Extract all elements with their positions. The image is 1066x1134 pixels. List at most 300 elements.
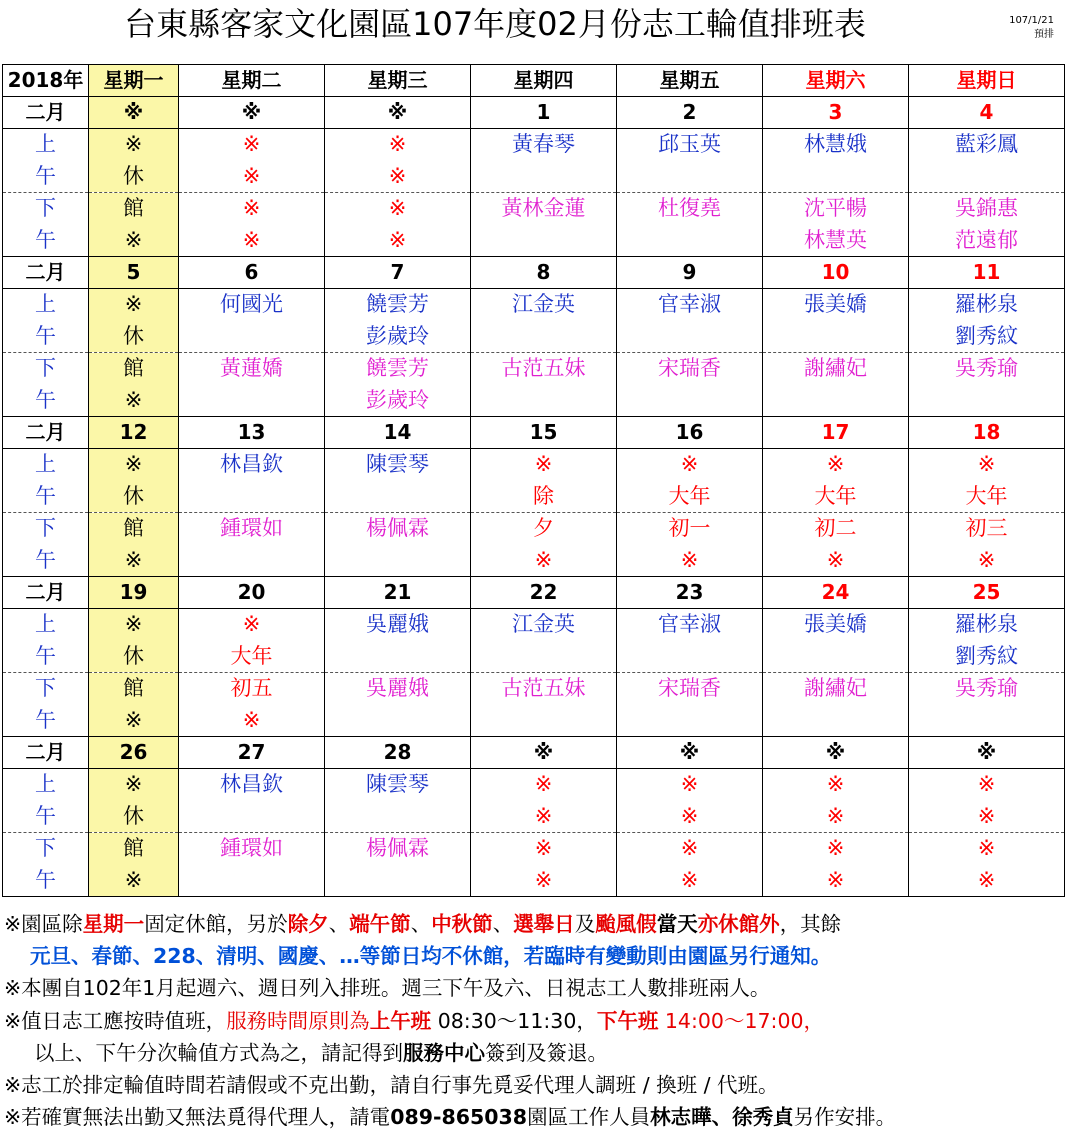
shift-cell — [325, 449, 471, 513]
shift-cell — [179, 129, 325, 193]
volunteer-name: ※ — [388, 163, 407, 188]
volunteer-name: ※ — [534, 547, 553, 572]
volunteer-name: 官幸淑 — [658, 612, 721, 636]
closed-mark: ※ — [124, 772, 143, 796]
note-2 — [4, 940, 1064, 972]
volunteer-name: 宋瑞香 — [658, 676, 721, 700]
page-title: 台東縣客家文化園區107年度02月份志工輪值排班表 — [124, 5, 866, 43]
volunteer-name: ※ — [977, 803, 996, 828]
volunteer-name: 古范五妹 — [501, 356, 586, 380]
note-6: ※志工於排定輪值時間若請假或不克出勤，請自行事先覓妥代理人調班 / 換班 / 代班。 — [4, 1073, 779, 1098]
label-char: 午 — [35, 643, 56, 668]
label-char: 上 — [35, 132, 56, 156]
label-char: 午 — [35, 227, 56, 252]
date-cell: 5 — [89, 257, 179, 289]
volunteer-name: 范遠郁 — [955, 227, 1018, 252]
note-text: 簽到及簽退。 — [485, 1040, 608, 1065]
date-cell: 25 — [909, 577, 1065, 609]
date-cell: ※ — [471, 737, 617, 769]
volunteer-name: 吳錦惠 — [955, 196, 1018, 220]
volunteer-name: ※ — [680, 547, 699, 572]
shift-cell — [89, 513, 179, 577]
shift-cell — [325, 609, 471, 673]
volunteer-name: 鍾環如 — [220, 836, 283, 860]
shift-cell — [471, 193, 617, 257]
pm-label — [3, 833, 89, 897]
shift-cell — [471, 609, 617, 673]
date-cell: 4 — [909, 97, 1065, 129]
date-cell: ※ — [617, 737, 763, 769]
date-cell: ※ — [89, 97, 179, 129]
volunteer-name: 陳雲琴 — [366, 772, 429, 796]
weekday-header: 星期六 — [763, 65, 909, 97]
shift-cell — [763, 193, 909, 257]
volunteer-name: ※ — [680, 867, 699, 892]
volunteer-name: ※ — [534, 452, 553, 476]
note-highlight: 下午班 — [596, 1008, 659, 1033]
label-char: 下 — [35, 516, 56, 540]
closed-mark: 休 — [123, 643, 144, 668]
volunteer-name: 杜復堯 — [658, 196, 721, 220]
label-char: 午 — [35, 323, 56, 348]
weekday-header: 星期四 — [471, 65, 617, 97]
date-cell: 26 — [89, 737, 179, 769]
date-cell: ※ — [909, 737, 1065, 769]
shift-cell — [89, 289, 179, 353]
note-7 — [4, 1101, 1064, 1133]
note-text: 另作安排。 — [793, 1105, 897, 1130]
closed-mark: 休 — [123, 163, 144, 188]
shift-cell — [179, 609, 325, 673]
closed-mark: ※ — [124, 132, 143, 156]
closed-mark: 館 — [123, 676, 144, 700]
am-label — [3, 609, 89, 673]
date-cell: 14 — [325, 417, 471, 449]
note-text: ※值日志工應按時值班， — [4, 1008, 227, 1033]
volunteer-name: ※ — [680, 836, 699, 860]
closed-mark: ※ — [124, 867, 143, 892]
shift-cell — [763, 769, 909, 833]
volunteer-name: 大年 — [668, 483, 711, 508]
volunteer-name: 楊佩霖 — [366, 836, 429, 860]
volunteer-name: 江金英 — [512, 612, 575, 636]
note-highlight: 除夕 — [287, 912, 329, 936]
date-cell: 21 — [325, 577, 471, 609]
label-char: 下 — [35, 676, 56, 700]
note-3: ※本團自102年1月起週六、週日列入排班。週三下午及六、日視志工人數排班兩人。 — [4, 976, 771, 1001]
note-highlight: 14:00～17:00， — [658, 1008, 825, 1033]
volunteer-name: 彭歲玲 — [366, 387, 429, 412]
volunteer-name: 林慧英 — [804, 227, 867, 252]
label-char: 午 — [35, 867, 56, 892]
date-cell: 16 — [617, 417, 763, 449]
shift-cell — [909, 513, 1065, 577]
volunteer-name: ※ — [388, 227, 407, 252]
volunteer-name: ※ — [242, 707, 261, 732]
volunteer-name: 饒雲芳 — [366, 356, 429, 380]
shift-cell — [617, 289, 763, 353]
date-row — [3, 97, 1065, 129]
date-cell: 20 — [179, 577, 325, 609]
volunteer-name: ※ — [534, 772, 553, 796]
shift-cell — [909, 129, 1065, 193]
date-cell: 3 — [763, 97, 909, 129]
volunteer-name: 藍彩鳳 — [955, 132, 1018, 156]
pm-row — [3, 513, 1065, 577]
volunteer-name: 江金英 — [512, 292, 575, 316]
shift-cell — [909, 449, 1065, 513]
volunteer-name: ※ — [977, 547, 996, 572]
date-row — [3, 737, 1065, 769]
shift-cell — [89, 129, 179, 193]
weekday-header: 星期日 — [909, 65, 1065, 97]
closed-mark: 館 — [123, 196, 144, 220]
volunteer-name: 鍾環如 — [220, 516, 283, 540]
shift-cell — [89, 353, 179, 417]
volunteer-name: 宋瑞香 — [658, 356, 721, 380]
month-label: 二月 — [3, 97, 89, 129]
am-row — [3, 449, 1065, 513]
am-label — [3, 289, 89, 353]
shift-cell — [179, 769, 325, 833]
shift-cell — [763, 609, 909, 673]
note-text: 及 — [574, 912, 596, 936]
shift-cell — [325, 353, 471, 417]
shift-cell — [325, 129, 471, 193]
weekday-header: 星期一 — [89, 65, 179, 97]
volunteer-name: ※ — [826, 772, 845, 796]
date-cell: 27 — [179, 737, 325, 769]
volunteer-name: 楊佩霖 — [366, 516, 429, 540]
volunteer-name: ※ — [680, 452, 699, 476]
note-highlight: 選舉日 — [513, 912, 575, 936]
shift-cell — [763, 129, 909, 193]
volunteer-name: 何國光 — [220, 292, 283, 316]
volunteer-name: 初三 — [965, 516, 1008, 540]
label-char: 上 — [35, 772, 56, 796]
volunteer-name: ※ — [534, 803, 553, 828]
date-cell: ※ — [325, 97, 471, 129]
volunteer-name: 謝繡妃 — [804, 356, 867, 380]
note-highlight: 服務時間原則為 — [226, 1008, 370, 1033]
shift-cell — [471, 353, 617, 417]
date-cell: 23 — [617, 577, 763, 609]
year-header: 2018年 — [3, 65, 89, 97]
volunteer-name: 謝繡妃 — [804, 676, 867, 700]
label-char: 下 — [35, 836, 56, 860]
shift-cell — [909, 353, 1065, 417]
volunteer-name: ※ — [242, 196, 261, 220]
label-char: 午 — [35, 163, 56, 188]
note-1 — [4, 908, 1064, 940]
date-cell: 9 — [617, 257, 763, 289]
volunteer-name: ※ — [242, 163, 261, 188]
volunteer-name: ※ — [977, 867, 996, 892]
volunteer-name: ※ — [242, 612, 261, 636]
pm-label — [3, 513, 89, 577]
date-row — [3, 257, 1065, 289]
shift-cell — [471, 833, 617, 897]
date-cell: 1 — [471, 97, 617, 129]
volunteer-name: 吳麗娥 — [366, 612, 429, 636]
shift-cell — [89, 673, 179, 737]
shift-cell — [325, 769, 471, 833]
weekday-header: 星期二 — [179, 65, 325, 97]
pm-row — [3, 833, 1065, 897]
note-5 — [4, 1037, 1064, 1069]
note-text: 以上、下午分次輪值方式為之，請記得到 — [34, 1040, 403, 1065]
volunteer-name: 黃蓮嬌 — [220, 356, 283, 380]
note-text: 、 — [410, 912, 432, 936]
volunteer-name: ※ — [534, 836, 553, 860]
volunteer-name: 黃林金蓮 — [501, 196, 586, 220]
volunteer-name: 初二 — [814, 516, 857, 540]
shift-cell — [617, 833, 763, 897]
closed-mark: ※ — [124, 547, 143, 572]
label-char: 下 — [35, 356, 56, 380]
note-highlight: 中秋節 — [431, 912, 493, 936]
closed-mark: ※ — [124, 227, 143, 252]
pm-row — [3, 673, 1065, 737]
volunteer-name: ※ — [534, 867, 553, 892]
closed-mark: ※ — [124, 292, 143, 316]
label-char: 午 — [35, 547, 56, 572]
volunteer-name: 除 — [533, 483, 554, 508]
closed-mark: ※ — [124, 387, 143, 412]
note-text: ※園區除 — [4, 912, 83, 936]
closed-mark: ※ — [124, 452, 143, 476]
label-char: 午 — [35, 483, 56, 508]
volunteer-name: 初五 — [230, 676, 273, 700]
date-cell: 18 — [909, 417, 1065, 449]
closed-mark: 休 — [123, 323, 144, 348]
closed-mark: ※ — [124, 707, 143, 732]
date-cell: 7 — [325, 257, 471, 289]
date-cell: ※ — [763, 737, 909, 769]
volunteer-name: ※ — [826, 836, 845, 860]
note-text: ※若確實無法出勤又無法覓得代理人，請電 — [4, 1105, 391, 1130]
month-label: 二月 — [3, 737, 89, 769]
closed-mark: 館 — [123, 516, 144, 540]
date-cell: 19 — [89, 577, 179, 609]
date-cell: 8 — [471, 257, 617, 289]
shift-cell — [617, 673, 763, 737]
shift-cell — [617, 449, 763, 513]
volunteer-name: 劉秀紋 — [955, 323, 1018, 348]
pm-row — [3, 193, 1065, 257]
shift-cell — [763, 833, 909, 897]
date-cell: 6 — [179, 257, 325, 289]
note-highlight: 亦休館外 — [697, 912, 780, 936]
volunteer-name: 大年 — [230, 643, 273, 668]
volunteer-name: ※ — [680, 803, 699, 828]
weekday-header: 星期三 — [325, 65, 471, 97]
volunteer-name: ※ — [680, 772, 699, 796]
volunteer-name: ※ — [977, 836, 996, 860]
shift-cell — [179, 513, 325, 577]
closed-mark: 館 — [123, 356, 144, 380]
date-cell: 10 — [763, 257, 909, 289]
label-char: 上 — [35, 612, 56, 636]
volunteer-name: 劉秀紋 — [955, 643, 1018, 668]
pm-label — [3, 193, 89, 257]
date-cell: 24 — [763, 577, 909, 609]
label-char: 午 — [35, 707, 56, 732]
shift-cell — [89, 769, 179, 833]
volunteer-name: 林昌欽 — [220, 452, 283, 476]
shift-cell — [763, 673, 909, 737]
shift-cell — [325, 673, 471, 737]
am-row — [3, 769, 1065, 833]
pm-label — [3, 353, 89, 417]
note-highlight: 元旦、春節、228、清明、國慶、…等節日均不休館，若臨時有變動則由園區另行通知。 — [30, 944, 832, 969]
am-row — [3, 289, 1065, 353]
volunteer-name: 彭歲玲 — [366, 323, 429, 348]
month-label: 二月 — [3, 577, 89, 609]
note-bold: 林志曄、徐秀貞 — [650, 1105, 794, 1130]
shift-cell — [179, 289, 325, 353]
date-cell: 11 — [909, 257, 1065, 289]
shift-cell — [89, 449, 179, 513]
volunteer-name: 張美嬌 — [804, 292, 867, 316]
shift-cell — [89, 193, 179, 257]
date-cell: 13 — [179, 417, 325, 449]
volunteer-name: 官幸淑 — [658, 292, 721, 316]
shift-cell — [471, 769, 617, 833]
am-row — [3, 609, 1065, 673]
month-label: 二月 — [3, 417, 89, 449]
shift-cell — [179, 449, 325, 513]
date-cell: 17 — [763, 417, 909, 449]
shift-cell — [909, 833, 1065, 897]
shift-cell — [179, 353, 325, 417]
shift-cell — [179, 193, 325, 257]
note-highlight: 端午節 — [349, 912, 411, 936]
shift-cell — [471, 129, 617, 193]
shift-cell — [763, 449, 909, 513]
shift-cell — [325, 513, 471, 577]
shift-cell — [325, 833, 471, 897]
volunteer-name: 初一 — [668, 516, 711, 540]
shift-cell — [471, 513, 617, 577]
volunteer-name: 黃春琴 — [512, 132, 575, 156]
volunteer-name: 陳雲琴 — [366, 452, 429, 476]
shift-cell — [763, 353, 909, 417]
volunteer-name: ※ — [977, 772, 996, 796]
note-text: 園區工作人員 — [527, 1105, 651, 1130]
shift-cell — [909, 289, 1065, 353]
am-label — [3, 769, 89, 833]
volunteer-name: ※ — [826, 452, 845, 476]
date-cell: 15 — [471, 417, 617, 449]
note-text: 、 — [492, 912, 514, 936]
shift-cell — [179, 833, 325, 897]
date-row — [3, 417, 1065, 449]
note-text: ，其餘 — [779, 912, 842, 936]
date-cell: 28 — [325, 737, 471, 769]
note-bold: 服務中心 — [403, 1040, 485, 1065]
volunteer-name: 張美嬌 — [804, 612, 867, 636]
shift-cell — [909, 673, 1065, 737]
note-highlight: 颱風假 — [595, 912, 657, 936]
am-label — [3, 129, 89, 193]
label-char: 午 — [35, 803, 56, 828]
volunteer-name: ※ — [826, 803, 845, 828]
shift-cell — [325, 193, 471, 257]
header-row — [3, 65, 1065, 97]
note-text: 固定休館，另於 — [144, 912, 288, 936]
shift-cell — [763, 289, 909, 353]
pm-row — [3, 353, 1065, 417]
closed-mark: 休 — [123, 483, 144, 508]
shift-cell — [617, 193, 763, 257]
volunteer-name: 沈平暢 — [804, 196, 867, 220]
volunteer-name: 吳秀瑜 — [955, 676, 1018, 700]
shift-cell — [909, 609, 1065, 673]
label-char: 上 — [35, 292, 56, 316]
note-highlight: 上午班 — [369, 1008, 432, 1033]
volunteer-name: 大年 — [814, 483, 857, 508]
issue-meta — [990, 14, 1054, 42]
label-char: 午 — [35, 387, 56, 412]
volunteer-name: 邱玉英 — [658, 132, 721, 156]
volunteer-name: 羅彬泉 — [955, 612, 1018, 636]
note-highlight: 星期一 — [82, 912, 145, 936]
shift-cell — [617, 129, 763, 193]
volunteer-name: 大年 — [965, 483, 1008, 508]
volunteer-name: ※ — [388, 132, 407, 156]
shift-cell — [617, 513, 763, 577]
volunteer-name: 饒雲芳 — [366, 292, 429, 316]
pm-label — [3, 673, 89, 737]
shift-cell — [909, 193, 1065, 257]
shift-cell — [909, 769, 1065, 833]
note-text: 、 — [328, 912, 350, 936]
am-row — [3, 129, 1065, 193]
volunteer-name: ※ — [242, 227, 261, 252]
shift-cell — [471, 289, 617, 353]
closed-mark: 休 — [123, 803, 144, 828]
shift-cell — [471, 673, 617, 737]
volunteer-name: 羅彬泉 — [955, 292, 1018, 316]
volunteer-name: 吳秀瑜 — [955, 356, 1018, 380]
shift-cell — [325, 289, 471, 353]
volunteer-name: ※ — [388, 196, 407, 220]
volunteer-name: ※ — [826, 547, 845, 572]
date-cell: 2 — [617, 97, 763, 129]
volunteer-name: 古范五妹 — [501, 676, 586, 700]
label-char: 下 — [35, 196, 56, 220]
volunteer-name: ※ — [977, 452, 996, 476]
shift-cell — [763, 513, 909, 577]
volunteer-name: ※ — [242, 132, 261, 156]
date-cell: 22 — [471, 577, 617, 609]
weekday-header: 星期五 — [617, 65, 763, 97]
notes — [4, 908, 1064, 1133]
shift-cell — [617, 769, 763, 833]
note-4 — [4, 1005, 1064, 1037]
closed-mark: ※ — [124, 612, 143, 636]
date-cell: ※ — [179, 97, 325, 129]
volunteer-name: 夕 — [533, 516, 554, 540]
volunteer-name: 林慧娥 — [804, 132, 867, 156]
issue-note: 預排 — [1034, 29, 1054, 40]
schedule-table — [2, 64, 1065, 897]
shift-cell — [617, 609, 763, 673]
volunteer-name: 吳麗娥 — [366, 676, 429, 700]
date-cell: 12 — [89, 417, 179, 449]
note-bold: 當天 — [656, 912, 698, 936]
